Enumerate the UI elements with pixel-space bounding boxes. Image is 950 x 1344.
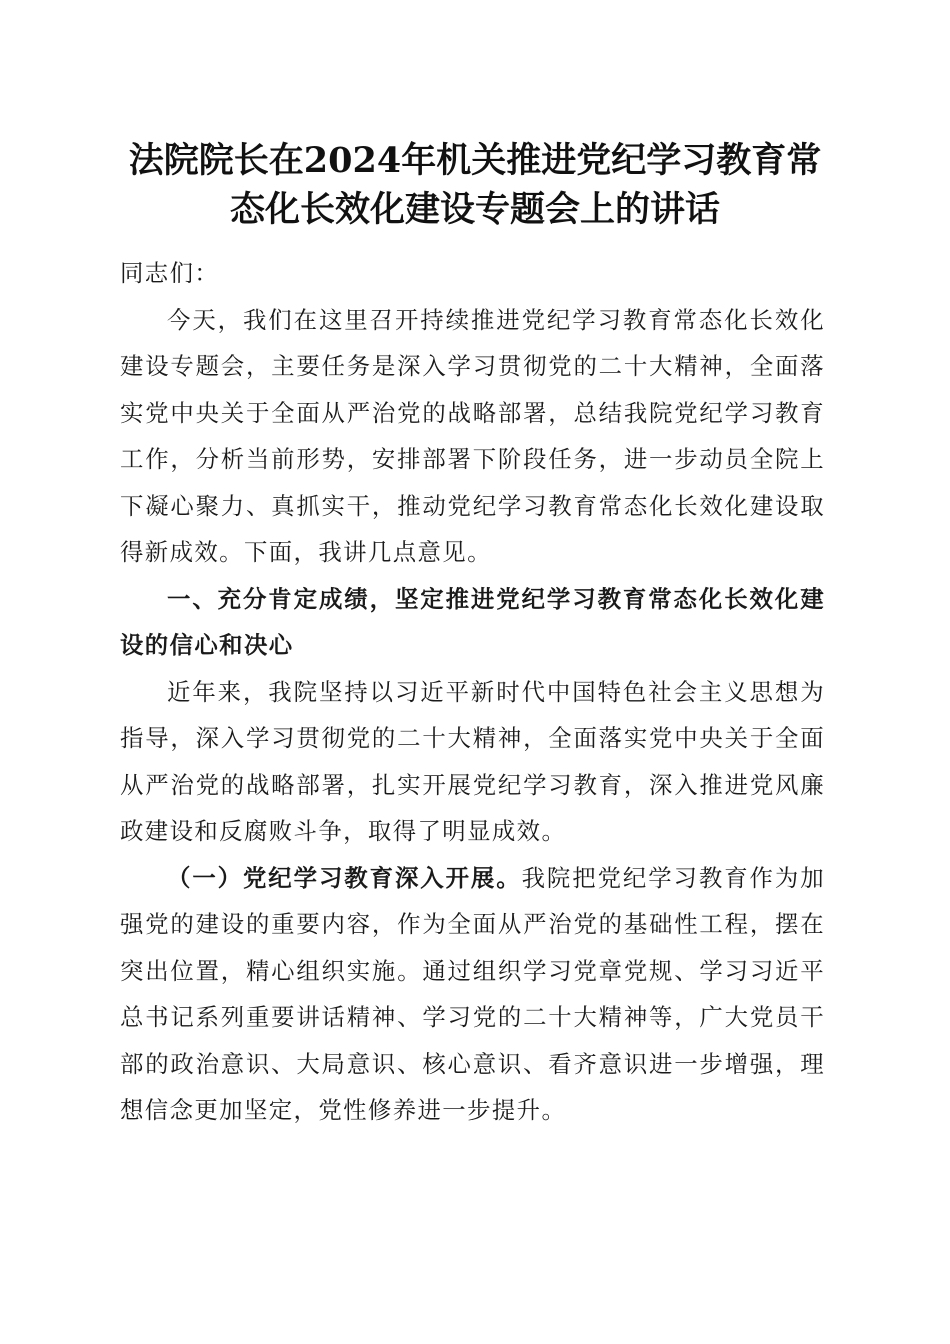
title-line-1: 法院院长在2024年机关推进党纪学习教育常 bbox=[128, 140, 822, 181]
title-line-2: 态化长效化建设专题会上的讲话 bbox=[229, 189, 720, 230]
document-body bbox=[120, 250, 825, 1134]
section-heading-1: 一、充分肯定成绩，坚定推进党纪学习教育常态化长效化建设的信心和决心 bbox=[120, 584, 825, 659]
paragraph-achievements: 近年来，我院坚持以习近平新时代中国特色社会主义思想为指导，深入学习贯彻党的二十大精神，全面落实党中央关于全面从严治党的战略部署，扎实开展党纪学习教育，深入推进党风廉政建设和反腐败斗争，取得了明显成效。 bbox=[120, 677, 825, 845]
paragraph-intro: 今天，我们在这里召开持续推进党纪学习教育常态化长效化建设专题会，主要任务是深入学习贯彻党的二十大精神，全面落实党中央关于全面从严治党的战略部署，总结我院党纪学习教育工作，分析当前形势，安排部署下阶段任务，进一步动员全院上下凝心聚力、真抓实干，推动党纪学习教育常态化长效化建设取得新成效。下面，我讲几点意见。 bbox=[120, 305, 825, 566]
document-title bbox=[110, 136, 840, 234]
subsection-body-1: 我院把党纪学习教育作为加强党的建设的重要内容，作为全面从严治党的基础性工程，摆在突出位置，精心组织实施。通过组织学习党章党规、学习习近平总书记系列重要讲话精神、学习党的二十大精神等，广大党员干部的政治意识、大局意识、核心意识、看齐意识进一步增强，理想信念更加坚定，党性修养进一步提升。 bbox=[120, 863, 825, 1124]
subsection-heading-1: （一）党纪学习教育深入开展。 bbox=[167, 863, 522, 892]
paragraph-subsection-1 bbox=[120, 855, 825, 1134]
salutation: 同志们： bbox=[120, 259, 220, 287]
